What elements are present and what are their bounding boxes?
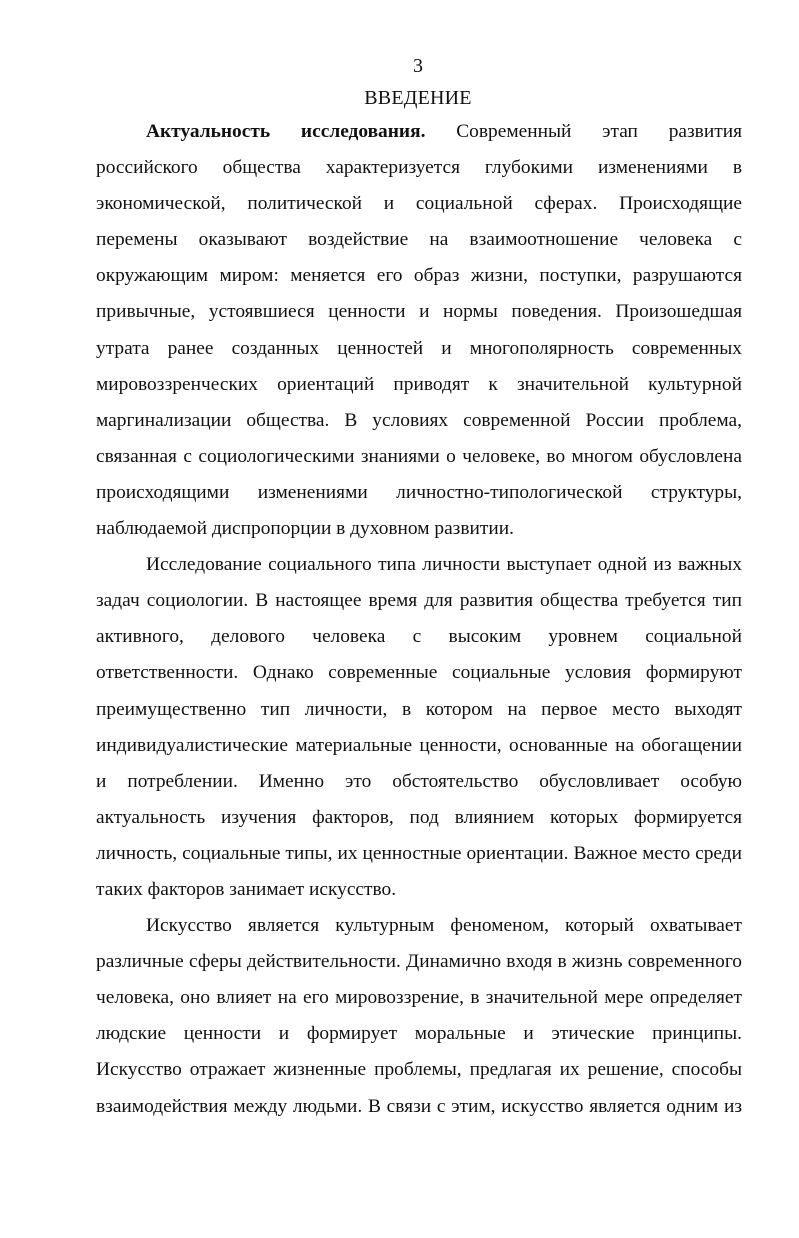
paragraph-1-line-1-text: Современный этап развития	[425, 121, 742, 142]
paragraph-2-line-4: ответственности. Однако современные социальные условия формируют	[96, 662, 742, 684]
paragraph-2-line-7: и потреблении. Именно это обстоятельство обусловливает особую	[96, 770, 742, 792]
paragraph-1-line-6: привычные, устоявшиеся ценности и нормы поведения. Произошедшая	[96, 301, 742, 323]
paragraph-1-line-9: маргинализации общества. В условиях современной России проблема,	[96, 409, 742, 431]
paragraph-1-lead: Актуальность исследования.	[146, 121, 426, 142]
paragraph-1-line-1	[96, 114, 742, 150]
paragraph-3-line-1: Искусство является культурным феноменом, который охватывает	[146, 915, 742, 937]
section-heading: ВВЕДЕНИЕ	[364, 87, 472, 109]
paragraph-2-line-3: активного, делового человека с высоким уровнем социальной	[96, 626, 742, 648]
paragraph-1-line-10: связанная с социологическими знаниями о человеке, во многом обусловлена	[96, 445, 742, 467]
paragraph-1-line-4: перемены оказывают воздействие на взаимоотношение человека с	[96, 229, 742, 251]
paragraph-2-line-5: преимущественно тип личности, в котором на первое место выходят	[96, 698, 742, 720]
paragraph-2-line-1: Исследование социального типа личности выступает одной из важных	[146, 554, 742, 576]
paragraph-2-line-9: личность, социальные типы, их ценностные ориентации. Важное место среди	[96, 842, 742, 864]
paragraph-1-line-3: экономической, политической и социальной сферах. Происходящие	[96, 193, 742, 215]
paragraph-3-line-4: людские ценности и формирует моральные и этические принципы.	[96, 1023, 742, 1045]
body-text	[96, 114, 742, 1125]
paragraph-2-line-10: таких факторов занимает искусство.	[96, 878, 397, 900]
paragraph-2-line-6: индивидуалистические материальные ценности, основанные на обогащении	[96, 734, 742, 756]
paragraph-1-line-7: утрата ранее созданных ценностей и многополярность современных	[96, 337, 742, 359]
paragraph-1-line-5: окружающим миром: меняется его образ жизни, поступки, разрушаются	[96, 265, 742, 287]
paragraph-3-line-2: различные сферы действительности. Динамично входя в жизнь современного	[96, 951, 742, 973]
paragraph-3-line-3: человека, оно влияет на его мировоззрение, в значительной мере определяет	[96, 987, 742, 1009]
paragraph-1-line-12: наблюдаемой диспропорции в духовном развитии.	[96, 518, 514, 540]
paragraph-2-line-2: задач социологии. В настоящее время для развития общества требуется тип	[96, 590, 742, 612]
paragraph-1-line-8: мировоззренческих ориентаций приводят к значительной культурной	[96, 373, 742, 395]
paragraph-3-line-6: взаимодействия между людьми. В связи с этим, искусство является одним из	[96, 1095, 742, 1117]
paragraph-1-line-2: российского общества характеризуется глубокими изменениями в	[96, 157, 742, 179]
paragraph-1-line-11: происходящими изменениями личностно-типологической структуры,	[96, 481, 742, 503]
paragraph-2-line-8: актуальность изучения факторов, под влиянием которых формируется	[96, 806, 742, 828]
paragraph-3-line-5: Искусство отражает жизненные проблемы, предлагая их решение, способы	[96, 1059, 742, 1081]
page-number: 3	[413, 55, 423, 77]
